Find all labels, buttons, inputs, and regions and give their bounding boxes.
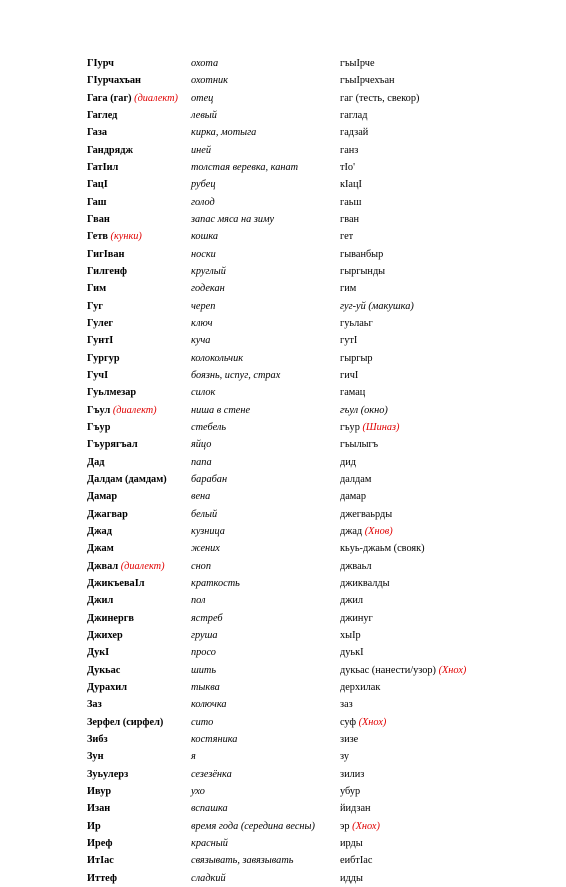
dialect-word: гутI xyxy=(340,335,358,347)
translation: папа xyxy=(191,456,212,468)
translation: кирка, мотыга xyxy=(191,127,257,139)
dictionary-row xyxy=(87,142,547,159)
translation: силок xyxy=(191,387,216,399)
dictionary-row xyxy=(87,419,547,436)
headword-cell xyxy=(87,405,191,416)
translation: сладкий xyxy=(191,872,226,884)
headword-cell xyxy=(87,266,191,277)
headword-cell xyxy=(87,249,191,260)
translation: связывать, завязывать xyxy=(191,855,294,867)
dialect-cell xyxy=(340,786,547,797)
dictionary-row xyxy=(87,90,547,107)
headword: Изан xyxy=(87,803,111,815)
dictionary-row xyxy=(87,367,547,384)
dictionary-row xyxy=(87,488,547,505)
dialect-cell xyxy=(340,543,547,554)
headword: ГацI xyxy=(87,179,108,191)
dialect-word: гван xyxy=(340,214,360,226)
headword-cell xyxy=(87,335,191,346)
dictionary-row xyxy=(87,436,547,453)
translation: колючка xyxy=(191,699,227,711)
translation: ключ xyxy=(191,318,213,330)
dialect-cell xyxy=(340,717,547,728)
dialect-word: дамар xyxy=(340,491,366,503)
headword-cell xyxy=(87,751,191,762)
translation: кошка xyxy=(191,231,219,243)
headword: Гим xyxy=(87,283,107,295)
headword-cell xyxy=(87,630,191,641)
headword-note: (диалект) xyxy=(112,404,157,416)
dialect-word: гъыIрче xyxy=(340,58,375,70)
headword-cell xyxy=(87,214,191,225)
dialect-word: гуг-уй (макушка) xyxy=(340,300,414,312)
dictionary-row xyxy=(87,55,547,72)
headword: Ир xyxy=(87,820,101,832)
translation: жених xyxy=(191,543,220,555)
dialect-word: дукьас (нанести/узор) xyxy=(340,664,436,676)
headword: Дамар xyxy=(87,491,118,503)
dictionary-row xyxy=(87,263,547,280)
dialect-word: гыргынды xyxy=(340,266,386,278)
headword-cell xyxy=(87,162,191,173)
headword: ГIурчахъан xyxy=(87,75,141,87)
dialect-word: джад xyxy=(340,526,363,538)
headword: Гаглед xyxy=(87,110,118,122)
dialect-cell xyxy=(340,665,547,676)
dialect-cell xyxy=(340,474,547,485)
dialect-cell xyxy=(340,595,547,606)
dialect-word: кьуь-джаьм (свояк) xyxy=(340,543,425,555)
headword: ДжикъеваIл xyxy=(87,578,145,589)
dialect-word: еибтIас xyxy=(340,855,373,867)
dialect-word: гъыIрчехъан xyxy=(340,75,395,87)
dialect-cell xyxy=(340,145,547,156)
dialect-word: джегваьрды xyxy=(340,508,393,520)
headword: Гъур xyxy=(87,422,111,434)
dialect-cell xyxy=(340,769,547,780)
headword: Джинергв xyxy=(87,612,134,624)
dialect-cell xyxy=(340,422,547,433)
dictionary-row xyxy=(87,124,547,141)
word-list xyxy=(87,55,547,887)
headword-cell xyxy=(87,439,191,450)
dictionary-row xyxy=(87,402,547,419)
translation: иней xyxy=(191,144,211,156)
dialect-word: гуьлаьг xyxy=(340,318,373,330)
headword: Гага (гаг) xyxy=(87,92,132,104)
headword-cell xyxy=(87,821,191,832)
headword-cell xyxy=(87,387,191,398)
headword-cell xyxy=(87,127,191,138)
dictionary-row xyxy=(87,107,547,124)
translation: носки xyxy=(191,248,216,260)
headword: Джагвар xyxy=(87,508,128,520)
dialect-word: хыIр xyxy=(340,629,361,641)
dialect-cell xyxy=(340,855,547,866)
headword-cell xyxy=(87,491,191,502)
dictionary-row xyxy=(87,575,547,592)
translation: отец xyxy=(191,92,214,104)
headword: ГигIван xyxy=(87,248,125,260)
translation: ниша в стене xyxy=(191,404,251,416)
dialect-cell xyxy=(340,439,547,450)
dialect-cell xyxy=(340,162,547,173)
dialect-cell xyxy=(340,873,547,884)
dialect-word: заз xyxy=(340,699,353,711)
translation: боязнь, испуг, страх xyxy=(191,370,281,382)
dialect-word: тIо' xyxy=(340,162,355,174)
dialect-note: (Хнох) xyxy=(358,716,387,728)
translation: кузница xyxy=(191,526,225,538)
headword: Джам xyxy=(87,543,114,555)
translation: колокольчик xyxy=(191,352,244,364)
dialect-cell xyxy=(340,491,547,502)
headword-cell xyxy=(87,75,191,86)
headword: Гургур xyxy=(87,352,120,364)
dictionary-row xyxy=(87,661,547,678)
dialect-cell xyxy=(340,231,547,242)
dialect-word: кIацI xyxy=(340,179,362,191)
dictionary-row xyxy=(87,817,547,834)
headword: ДукI xyxy=(87,647,110,659)
dialect-cell xyxy=(340,405,547,416)
translation: краткость xyxy=(191,578,240,589)
dialect-note: (Хнов) xyxy=(364,526,393,538)
dialect-word: джинуг xyxy=(340,612,373,624)
dictionary-row xyxy=(87,332,547,349)
dialect-word: дерхилак xyxy=(340,681,381,693)
headword-cell xyxy=(87,110,191,121)
dictionary-row xyxy=(87,454,547,471)
headword-cell xyxy=(87,93,191,104)
headword-cell xyxy=(87,786,191,797)
dialect-word: зизе xyxy=(340,733,359,745)
dialect-word: дуькI xyxy=(340,647,364,659)
dialect-cell xyxy=(340,197,547,208)
dictionary-row xyxy=(87,176,547,193)
translation: я xyxy=(191,751,196,763)
dialect-cell xyxy=(340,266,547,277)
dictionary-row xyxy=(87,869,547,886)
headword-cell xyxy=(87,543,191,554)
headword-cell xyxy=(87,231,191,242)
dictionary-row xyxy=(87,610,547,627)
headword: ГIурч xyxy=(87,58,114,70)
headword: Джил xyxy=(87,595,114,607)
dialect-word: убур xyxy=(340,785,361,797)
translation: сито xyxy=(191,716,214,728)
dialect-cell xyxy=(340,214,547,225)
dialect-word: гыванбыр xyxy=(340,248,384,260)
dialect-word: эр xyxy=(340,820,350,832)
dialect-word: гъур xyxy=(340,422,360,434)
dialect-cell xyxy=(340,179,547,190)
headword: Дурахил xyxy=(87,681,127,693)
dialect-note: (Хнох) xyxy=(438,664,467,676)
translation: стебель xyxy=(191,422,227,434)
dictionary-row xyxy=(87,315,547,332)
headword: Дад xyxy=(87,456,105,468)
headword: Гандрядж xyxy=(87,144,133,156)
dialect-cell xyxy=(340,335,547,346)
headword-cell xyxy=(87,838,191,849)
dialect-note: (Хнох) xyxy=(352,820,380,832)
dictionary-row xyxy=(87,280,547,297)
headword: Гъул xyxy=(87,404,111,416)
headword: Джад xyxy=(87,526,112,538)
headword: Гилгенф xyxy=(87,266,128,278)
headword-cell xyxy=(87,682,191,693)
headword-cell xyxy=(87,301,191,312)
dialect-word: далдам xyxy=(340,474,372,486)
dictionary-row xyxy=(87,384,547,401)
translation: рубец xyxy=(191,179,216,191)
translation: круглый xyxy=(191,266,226,278)
dialect-cell xyxy=(340,647,547,658)
dialect-word: зилиз xyxy=(340,768,365,780)
headword-cell xyxy=(87,283,191,294)
dictionary-row xyxy=(87,228,547,245)
dictionary-row xyxy=(87,298,547,315)
dialect-cell xyxy=(340,821,547,832)
dialect-cell xyxy=(340,526,547,537)
headword: Зибз xyxy=(87,733,108,745)
translation: красный xyxy=(191,837,228,849)
dictionary-row xyxy=(87,211,547,228)
dialect-cell xyxy=(340,93,547,104)
translation: шить xyxy=(191,664,217,676)
headword-cell xyxy=(87,578,191,589)
headword-cell xyxy=(87,509,191,520)
dialect-word: ганз xyxy=(340,144,359,156)
dialect-word: ирды xyxy=(340,837,363,849)
headword-cell xyxy=(87,145,191,156)
dialect-cell xyxy=(340,578,547,589)
dictionary-row xyxy=(87,558,547,575)
headword-cell xyxy=(87,734,191,745)
headword: Гаш xyxy=(87,196,107,208)
dialect-cell xyxy=(340,803,547,814)
dialect-word: дид xyxy=(340,456,356,468)
translation: костяника xyxy=(191,733,238,745)
translation: охотник xyxy=(191,75,228,87)
headword-cell xyxy=(87,457,191,468)
headword-cell xyxy=(87,179,191,190)
dictionary-row xyxy=(87,696,547,713)
dictionary-row xyxy=(87,246,547,263)
translation: просо xyxy=(191,647,216,659)
dialect-cell xyxy=(340,734,547,745)
headword: Гъурягъал xyxy=(87,439,138,451)
dictionary-row xyxy=(87,592,547,609)
headword-cell xyxy=(87,370,191,381)
dialect-word: йидзан xyxy=(340,803,371,815)
headword-cell xyxy=(87,613,191,624)
headword: Газа xyxy=(87,127,108,139)
translation: охота xyxy=(191,58,219,70)
dialect-cell xyxy=(340,110,547,121)
dialect-cell xyxy=(340,75,547,86)
dialect-cell xyxy=(340,127,547,138)
translation: запас мяса на зиму xyxy=(191,214,275,226)
headword-cell xyxy=(87,422,191,433)
headword-cell xyxy=(87,474,191,485)
dictionary-row xyxy=(87,350,547,367)
dialect-word: джил xyxy=(340,595,364,607)
headword-cell xyxy=(87,647,191,658)
dialect-cell xyxy=(340,699,547,710)
dialect-cell xyxy=(340,301,547,312)
headword-cell xyxy=(87,595,191,606)
dictionary-row xyxy=(87,800,547,817)
headword: Зун xyxy=(87,751,104,763)
translation: тыква xyxy=(191,681,220,693)
dictionary-row xyxy=(87,852,547,869)
headword: ИтIас xyxy=(87,855,114,867)
headword: Зуьулерз xyxy=(87,768,129,780)
headword: Гван xyxy=(87,214,110,226)
dialect-cell xyxy=(340,249,547,260)
dialect-word: джиквалды xyxy=(340,578,390,589)
headword-note: (кунки) xyxy=(110,231,142,243)
headword-cell xyxy=(87,58,191,69)
translation: череп xyxy=(191,300,216,312)
dialect-cell xyxy=(340,613,547,624)
dialect-cell xyxy=(340,370,547,381)
dialect-cell xyxy=(340,353,547,364)
dialect-cell xyxy=(340,682,547,693)
headword: ГатIил xyxy=(87,162,119,174)
translation: ухо xyxy=(191,785,205,797)
headword-cell xyxy=(87,197,191,208)
dialect-word: гыргыр xyxy=(340,352,373,364)
dialect-cell xyxy=(340,630,547,641)
headword: Дукьас xyxy=(87,664,121,676)
translation: ястреб xyxy=(191,612,223,624)
headword: Гулег xyxy=(87,318,114,330)
dialect-cell xyxy=(340,387,547,398)
headword-cell xyxy=(87,353,191,364)
translation: вспашка xyxy=(191,803,228,815)
translation: левый xyxy=(191,110,217,122)
headword: ГучI xyxy=(87,370,109,382)
headword-cell xyxy=(87,873,191,884)
dictionary-row xyxy=(87,159,547,176)
dialect-cell xyxy=(340,751,547,762)
translation: годекан xyxy=(191,283,225,295)
headword-cell xyxy=(87,769,191,780)
dictionary-row xyxy=(87,506,547,523)
translation: куча xyxy=(191,335,211,347)
dialect-word: гамац xyxy=(340,387,366,399)
dictionary-row xyxy=(87,644,547,661)
dialect-cell xyxy=(340,838,547,849)
dialect-word: гадзай xyxy=(340,127,369,139)
headword-cell xyxy=(87,561,191,572)
translation: голод xyxy=(191,196,215,208)
translation: барабан xyxy=(191,474,228,486)
headword-cell xyxy=(87,855,191,866)
dialect-cell xyxy=(340,283,547,294)
headword: ГунтI xyxy=(87,335,114,347)
headword-cell xyxy=(87,318,191,329)
dictionary-row xyxy=(87,835,547,852)
translation: сезезёнка xyxy=(191,768,232,780)
headword: Иттеф xyxy=(87,872,117,884)
headword-cell xyxy=(87,803,191,814)
translation: сноп xyxy=(191,560,211,572)
translation: груша xyxy=(191,629,218,641)
dialect-word: гичI xyxy=(340,370,359,382)
dialect-word: гаг (тесть, свекор) xyxy=(340,92,420,104)
translation: пол xyxy=(191,595,206,607)
headword: Заз xyxy=(87,699,102,711)
headword: Гуьлмезар xyxy=(87,387,137,399)
dictionary-row xyxy=(87,783,547,800)
headword: Зерфел (сирфел) xyxy=(87,716,164,728)
dialect-word: гим xyxy=(340,283,357,295)
headword-note: (диалект) xyxy=(134,92,178,104)
translation: время года (середина весны) xyxy=(191,820,315,832)
headword-cell xyxy=(87,699,191,710)
dictionary-row xyxy=(87,194,547,211)
headword-note: (диалект) xyxy=(120,560,165,572)
dictionary-row xyxy=(87,713,547,730)
dialect-word: суф xyxy=(340,716,356,728)
dialect-word: гаьш xyxy=(340,196,362,208)
headword-cell xyxy=(87,665,191,676)
headword: Иреф xyxy=(87,837,113,849)
headword: Гетв xyxy=(87,231,108,243)
dialect-word: гъылыгъ xyxy=(340,439,379,451)
dictionary-row xyxy=(87,731,547,748)
translation: толстая веревка, канат xyxy=(191,162,299,174)
headword: Гуг xyxy=(87,300,103,312)
dictionary-row xyxy=(87,765,547,782)
dialect-cell xyxy=(340,457,547,468)
dictionary-row xyxy=(87,471,547,488)
dialect-word: зу xyxy=(340,751,349,763)
dictionary-row xyxy=(87,540,547,557)
dialect-note: (Шиназ) xyxy=(362,422,400,434)
dictionary-row xyxy=(87,523,547,540)
translation: яйцо xyxy=(191,439,212,451)
dictionary-row xyxy=(87,748,547,765)
dialect-cell xyxy=(340,58,547,69)
headword: Далдам (дамдам) xyxy=(87,474,167,486)
dialect-word: гаглад xyxy=(340,110,368,122)
headword-cell xyxy=(87,526,191,537)
translation: вена xyxy=(191,491,211,503)
dialect-word: гет xyxy=(340,231,354,243)
headword-cell xyxy=(87,717,191,728)
dialect-cell xyxy=(340,561,547,572)
dialect-word: джваьл xyxy=(340,560,372,572)
dialect-cell xyxy=(340,318,547,329)
headword: Ивур xyxy=(87,785,112,797)
headword: Джихер xyxy=(87,629,123,641)
dialect-cell xyxy=(340,509,547,520)
headword: Джвал xyxy=(87,560,119,572)
dictionary-row xyxy=(87,627,547,644)
dialect-word: идды xyxy=(340,872,363,884)
dictionary-row xyxy=(87,72,547,89)
dictionary-row xyxy=(87,679,547,696)
translation: белый xyxy=(191,508,218,520)
dialect-word: гъул (окно) xyxy=(340,404,388,416)
